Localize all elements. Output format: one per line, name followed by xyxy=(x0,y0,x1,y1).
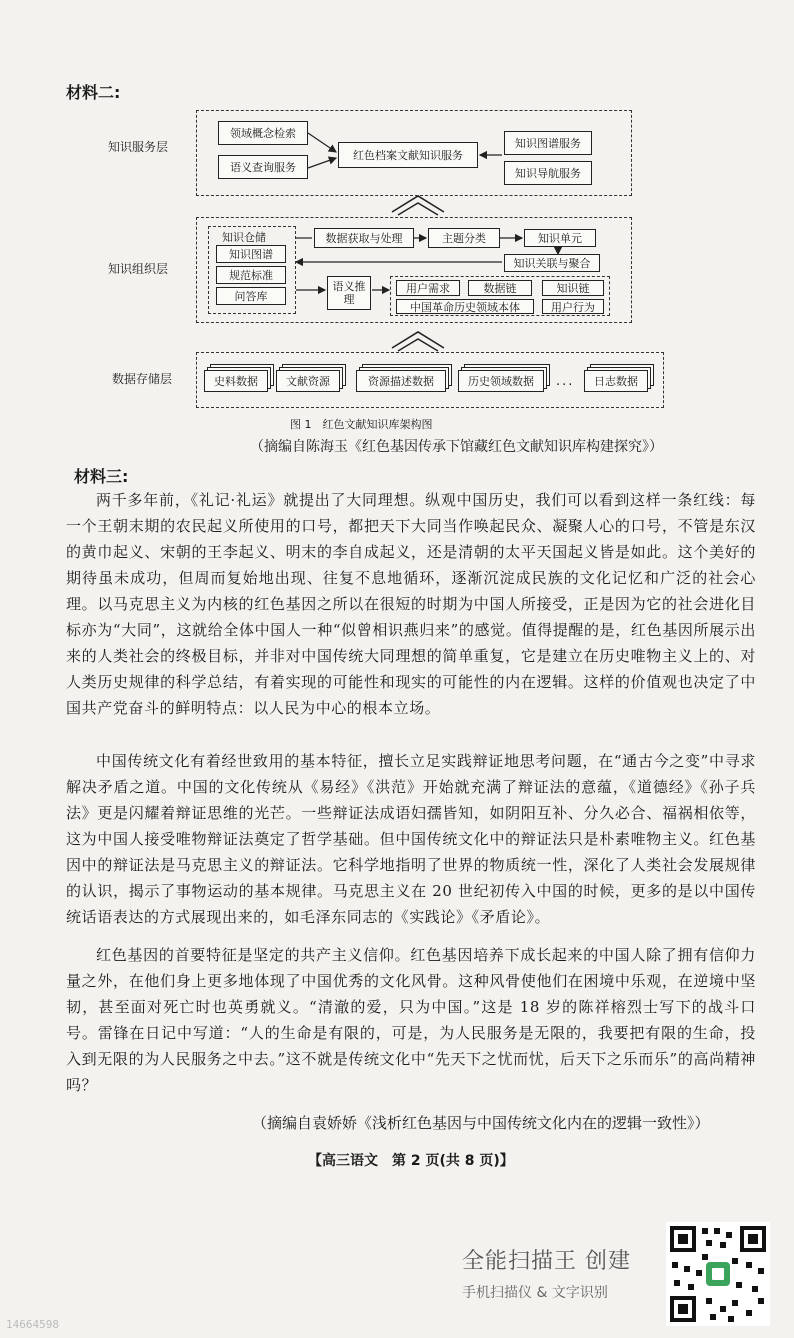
user-need-box: 用户需求 xyxy=(396,280,460,296)
organize-layer-label: 知识组织层 xyxy=(108,262,169,276)
storage-layer-label: 数据存储层 xyxy=(112,372,173,386)
material3-source: （摘编自袁娇娇《浅析红色基因与中国传统文化内在的逻辑一致性》） xyxy=(252,1114,710,1132)
acquire-box: 数据获取与处理 xyxy=(314,228,414,248)
storage-item: 历史领域数据 xyxy=(458,370,538,396)
id-number: 14664598 xyxy=(6,1318,59,1331)
user-behavior-box: 用户行为 xyxy=(542,299,604,314)
storage-item: 文献资源 xyxy=(276,370,356,396)
graph-service-box: 知识图谱服务 xyxy=(504,131,592,155)
material3-paragraph-2: 中国传统文化有着经世致用的基本特征，擅长立足实践辩证地思考问题，在“通古今之变”中寻求解决矛盾之道。中国的文化传统从《易经》《洪范》开始就充满了辩证法的意蕴，《道德经》《孙子兵法》更是闪耀着辩证思维的光芒。一些辩证法成语妇孺皆知，如阴阳互补、分久必合、福祸相依等，这为中国人接受唯物辩证法奠定了哲学基础。但中国传统文化中的辩证法只是朴素唯物主义。红色基因中的辩证法是马克思主义的辩证法。它科学地指明了世界的物质统一性，深化了人类社会发展规律的认识，揭示了事物运动的基本规律。马克思主义在 20 世纪初传入中国的时候，更多的是以中国传统话语表达的方式展现出来的，如毛泽东同志的《实践论》《矛盾论》。 xyxy=(66,752,756,926)
norm-box: 规范标准 xyxy=(216,266,286,284)
domain-concept-box: 领域概念检索 xyxy=(218,121,308,145)
unit-box: 知识单元 xyxy=(524,229,596,247)
service-layer-label: 知识服务层 xyxy=(108,140,169,154)
reasoning-box: 语义推理 xyxy=(327,276,371,310)
nav-service-box: 知识导航服务 xyxy=(504,161,592,185)
figure-caption: 图 1 红色文献知识库架构图 xyxy=(290,418,433,431)
material3-paragraph-1: 两千多年前，《礼记·礼运》就提出了大同理想。纵观中国历史，我们可以看到这样一条红线：每一个王朝末期的农民起义所使用的口号，都把天下大同当作唤起民众、凝聚人心的口号，不管是东汉的黄巾起义、宋朝的王李起义、明末的李自成起义，还是清朝的太平天国起义皆是如此。这个美好的期待虽未成功，但周而复始地出现、往复不息地循环，逐渐沉淀成民族的文化记忆和广泛的社会心理。以马克思主义为内核的红色基因之所以在很短的时期为中国人所接受，正是因为它的社会进化目标亦为“大同”，这就给全体中国人一种“似曾相识燕归来”的感觉。值得提醒的是，红色基因所展示出来的人类社会的终极目标，并非对中国传统大同理想的简单重复，它是建立在历史唯物主义上的、对人类历史规律的科学总结，有着实现的可能性和现实的可能性的内在逻辑。这样的价值观也决定了中国共产党奋斗的鲜明特点：以人民为中心的根本立场。 xyxy=(66,491,756,717)
ontology-box: 中国革命历史领域本体 xyxy=(396,299,534,314)
storage-item: 史料数据 xyxy=(204,370,284,396)
qa-box: 问答库 xyxy=(216,287,286,305)
qr-code xyxy=(666,1222,770,1326)
assoc-box: 知识关联与聚合 xyxy=(504,254,600,272)
scanner-watermark-subtitle: 手机扫描仪 & 文字识别 xyxy=(462,1285,608,1301)
storage-item: 日志数据 xyxy=(584,370,664,396)
know-chain-box: 知识链 xyxy=(542,280,604,296)
material3-paragraph-3: 红色基因的首要特征是坚定的共产主义信仰。红色基因培养下成长起来的中国人除了拥有信仰力量之外，在他们身上更多地体现了中国优秀的文化风骨。这种风骨使他们在困境中乐观，在逆境中坚韧，甚至面对死亡时也英勇就义。“清澈的爱，只为中国。”这是 18 岁的陈祥榕烈士写下的战斗口号。雷锋在日记中写道：“人的生命是有限的，可是，为人民服务是无限的，我要把有限的生命，投入到无限的为人民服务之中去。”这不就是传统文化中“先天下之忧而忧，后天下之乐而乐”的高尚精神吗？ xyxy=(66,946,756,1094)
storage-item: 资源描述数据 xyxy=(356,370,436,396)
material2-heading: 材料二: xyxy=(66,83,121,102)
semantic-query-box: 语义查询服务 xyxy=(218,155,308,179)
topic-box: 主题分类 xyxy=(428,228,500,248)
material2-source: （摘编自陈海玉《红色基因传承下馆藏红色文献知识库构建探究》） xyxy=(250,439,663,455)
red-archive-service-box: 红色档案文献知识服务 xyxy=(338,142,478,168)
scanner-watermark-brand: 全能扫描王 创建 xyxy=(462,1249,631,1274)
page-footer: 【高三语文 第 2 页(共 8 页)】 xyxy=(308,1153,514,1169)
data-chain-box: 数据链 xyxy=(468,280,532,296)
warehouse-label: 知识仓储 xyxy=(222,231,266,244)
material3-heading: 材料三: xyxy=(74,467,129,486)
kg-box: 知识图谱 xyxy=(216,245,286,263)
ellipsis-dots: ··· xyxy=(556,378,575,393)
